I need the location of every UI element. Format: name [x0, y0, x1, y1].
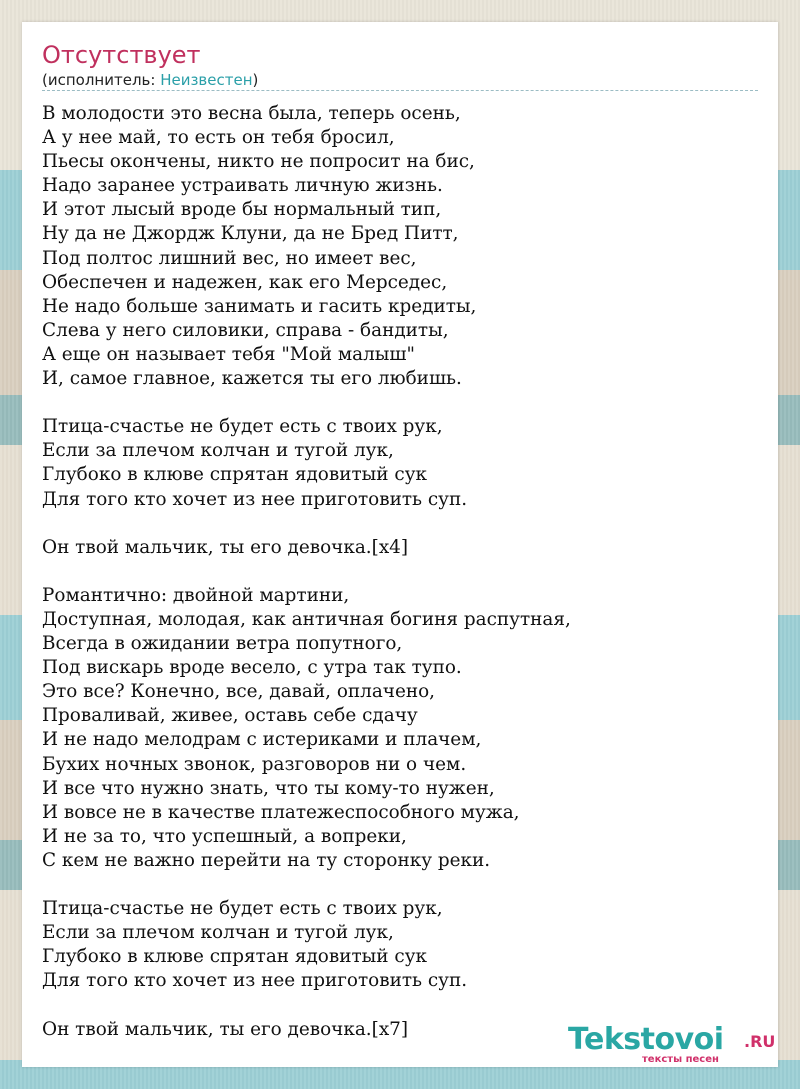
lyrics-line: Доступная, молодая, как античная богиня распутная, — [42, 608, 571, 630]
lyrics-stanza — [42, 102, 758, 391]
lyrics-line: В молодости это весна была, теперь осень, — [42, 103, 461, 124]
lyrics-line: Романтично: двойной мартини, — [42, 584, 350, 606]
lyrics-line: Птица-счастье не будет есть с твоих рук, — [42, 898, 443, 920]
lyrics-line: И не за то, что успешный, а вопреки, — [42, 825, 407, 847]
lyrics-card — [22, 22, 778, 1067]
lyrics-stanza — [42, 536, 758, 560]
lyrics-body — [42, 102, 758, 1066]
lyrics-line: Под вискарь вроде весело, с утра так тупо. — [42, 657, 462, 679]
lyrics-line: Если за плечом колчан и тугой лук, — [42, 440, 394, 462]
lyrics-line: Пьесы окончены, никто не попросит на бис, — [42, 151, 475, 173]
lyrics-line: Обеспечен и надежен, как его Мерседес, — [42, 271, 448, 293]
lyrics-line: И вовсе не в качестве платежеспособного мужа, — [42, 801, 520, 823]
title-divider — [42, 90, 758, 91]
lyrics-line: Для того кто хочет из нее приготовить суп. — [42, 970, 468, 992]
artist-line — [42, 70, 258, 90]
lyrics-line: А у нее май, то есть он тебя бросил, — [42, 127, 395, 149]
artist-link[interactable]: Неизвестен — [160, 71, 253, 89]
lyrics-line: И все что нужно знать, что ты кому-то нужен, — [42, 777, 495, 799]
lyrics-line: Всегда в ожидании ветра попутного, — [42, 633, 403, 655]
lyrics-line: А еще он называет тебя "Мой малыш" — [42, 343, 415, 365]
lyrics-line: Бухих ночных звонок, разговоров ни о чем. — [42, 753, 467, 775]
logo-tagline: тексты песен — [642, 1054, 719, 1065]
artist-prefix: (исполнитель: — [42, 71, 161, 89]
lyrics-line: Птица-счастье не будет есть с твоих рук, — [42, 416, 443, 438]
lyrics-line: Под полтос лишний вес, но имеет вес, — [42, 247, 417, 269]
lyrics-line: И, самое главное, кажется ты его любишь. — [42, 368, 462, 390]
lyrics-stanza — [42, 897, 758, 993]
artist-suffix: ) — [252, 71, 259, 89]
lyrics-stanza — [42, 584, 758, 873]
lyrics-line: Не надо больше занимать и гасить кредиты, — [42, 295, 477, 317]
logo-wordmark: Tekstovoi — [568, 1022, 724, 1057]
lyrics-line: И этот лысый вроде бы нормальный тип, — [42, 199, 442, 221]
lyrics-line: Глубоко в клюве спрятан ядовитый сук — [42, 946, 428, 968]
logo-domain: .RU — [744, 1032, 776, 1051]
lyrics-line: Ну да не Джордж Клуни, да не Бред Питт, — [42, 223, 459, 245]
lyrics-line: Глубоко в клюве спрятан ядовитый сук — [42, 464, 428, 486]
lyrics-line: Если за плечом колчан и тугой лук, — [42, 922, 394, 944]
lyrics-line: Он твой мальчик, ты его девочка.[x4] — [42, 536, 409, 558]
lyrics-line: Слева у него силовики, справа - бандиты, — [42, 319, 449, 341]
lyrics-line: И не надо мелодрам с истериками и плачем, — [42, 729, 482, 751]
lyrics-line: Надо заранее устраивать личную жизнь. — [42, 175, 443, 197]
lyrics-line: С кем не важно перейти на ту сторонку реки. — [42, 849, 491, 871]
site-logo[interactable] — [568, 1022, 778, 1070]
lyrics-line: Он твой мальчик, ты его девочка.[x7] — [42, 1018, 409, 1040]
lyrics-line: Для того кто хочет из нее приготовить суп. — [42, 488, 468, 510]
lyrics-line: Проваливай, живее, оставь себе сдачу — [42, 705, 418, 727]
lyrics-line: Это все? Конечно, все, давай, оплачено, — [42, 681, 436, 703]
song-title: Отсутствует — [42, 41, 201, 69]
lyrics-stanza — [42, 415, 758, 511]
